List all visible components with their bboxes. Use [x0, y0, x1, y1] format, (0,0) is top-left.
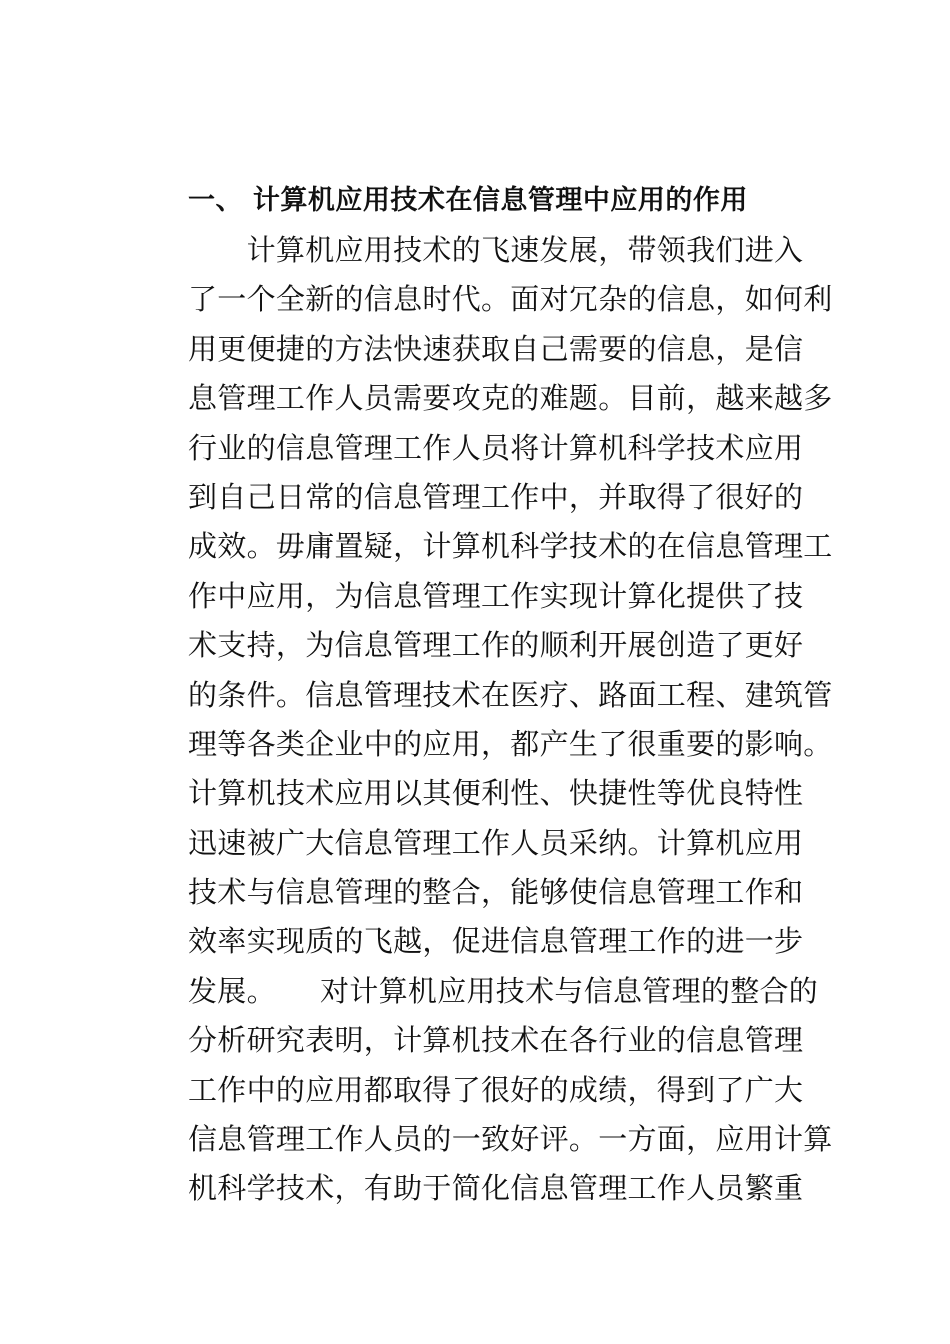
text-line: 作中应用，为信息管理工作实现计算化提供了技	[188, 578, 804, 613]
text-line: 机科学技术，有助于简化信息管理工作人员繁重	[188, 1171, 804, 1206]
text-line: 迅速被广大信息管理工作人员采纳。计算机应用	[188, 825, 804, 860]
text-line: 计算机应用技术的飞速发展，带领我们进入	[188, 233, 804, 267]
text-line: 行业的信息管理工作人员将计算机科学技术应用	[188, 430, 804, 465]
text-line: 效率实现质的飞越，促进信息管理工作的进一步	[188, 924, 804, 959]
text-line: 计算机技术应用以其便利性、快捷性等优良特性	[188, 776, 804, 811]
text-line: 成效。毋庸置疑，计算机科学技术的在信息管理工	[188, 529, 833, 564]
text-line: 信息管理工作人员的一致好评。一方面，应用计算	[188, 1122, 833, 1157]
text-line: 到自己日常的信息管理工作中，并取得了很好的	[188, 479, 804, 514]
text-line: 用更便捷的方法快速获取自己需要的信息，是信	[188, 331, 804, 366]
text-line: 理等各类企业中的应用，都产生了很重要的影响。	[188, 726, 833, 761]
text-line: 技术与信息管理的整合，能够使信息管理工作和	[188, 875, 804, 910]
text-line: 的条件。信息管理技术在医疗、路面工程、建筑管	[188, 677, 833, 712]
text-line: 了一个全新的信息时代。面对冗杂的信息，如何利	[188, 282, 833, 317]
text-line: 工作中的应用都取得了很好的成绩，得到了广大	[188, 1072, 804, 1107]
text-line: 分析研究表明，计算机技术在各行业的信息管理	[188, 1023, 804, 1058]
text-line: 发展。 对计算机应用技术与信息管理的整合的	[188, 973, 819, 1008]
text-line: 术支持，为信息管理工作的顺利开展创造了更好	[188, 628, 804, 663]
body-paragraph	[188, 226, 833, 1214]
text-line: 息管理工作人员需要攻克的难题。目前，越来越多	[188, 381, 833, 416]
section-heading: 一、 计算机应用技术在信息管理中应用的作用	[188, 185, 748, 216]
